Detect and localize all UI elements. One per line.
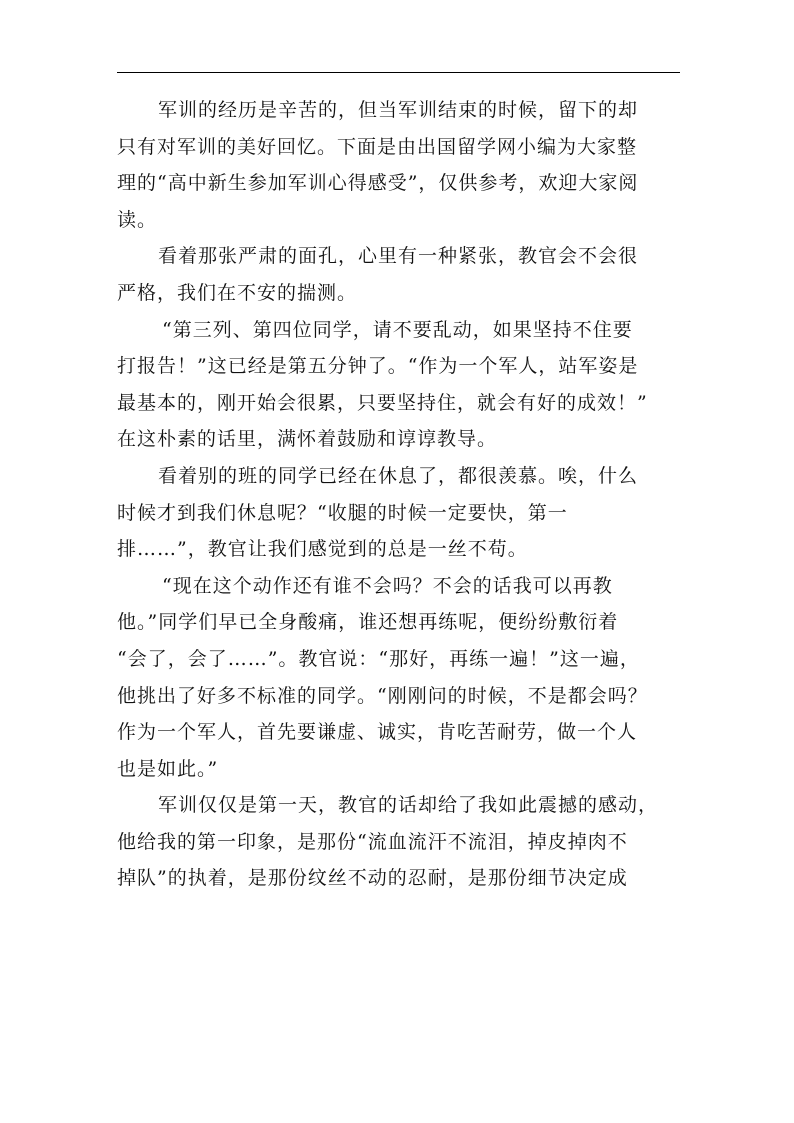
- text-line: 排……”，教官让我们感觉到的总是一丝不苟。: [117, 538, 528, 561]
- text-line: 时候才到我们休息呢？“收腿的时候一定要快，第一: [117, 501, 568, 524]
- text-line: 作为一个军人，首先要谦虚、诚实，肯吃苦耐劳，做一个人: [117, 721, 638, 744]
- text-line: 军训仅仅是第一天，教官的话却给了我如此震撼的感动，: [158, 794, 659, 817]
- text-line: 最基本的，刚开始会很累，只要坚持住，就会有好的成效！”: [117, 391, 648, 414]
- text-line: “第三列、第四位同学，请不要乱动，如果坚持不住要: [162, 318, 633, 341]
- text-line: 军训的经历是辛苦的，但当军训结束的时候，留下的却: [158, 99, 639, 121]
- paragraph: [117, 312, 680, 458]
- paragraph-intro: [117, 92, 680, 238]
- text-line: “会了，会了……”。教官说：“那好，再练一遍！”这一遍，: [117, 647, 640, 670]
- text-line: 看着那张严肃的面孔，心里有一种紧张，教官会不会很: [158, 245, 639, 268]
- header-rule: [117, 72, 680, 73]
- paragraph: [117, 787, 680, 897]
- text-line: 只有对军训的美好回忆。下面是由出国留学网小编为大家整: [117, 135, 638, 158]
- paragraph: [117, 568, 680, 788]
- text-line: 看着别的班的同学已经在休息了，都很羡慕。唉，什么: [158, 464, 639, 487]
- text-line: 理的“高中新生参加军训心得感受”，仅供参考，欢迎大家阅: [117, 172, 639, 195]
- text-line: “现在这个动作还有谁不会吗？不会的话我可以再教: [162, 574, 613, 597]
- text-line: 他挑出了好多不标准的同学。“刚刚问的时候，不是都会吗？: [117, 684, 648, 707]
- text-line: 他给我的第一印象，是那份“流血流汗不流泪，掉皮掉肉不: [117, 830, 628, 853]
- text-line: 他。”同学们早已全身酸痛，谁还想再练呢，便纷纷敷衍着: [117, 611, 619, 634]
- text-line: 严格，我们在不安的揣测。: [117, 281, 358, 304]
- text-line: 打报告！”这已经是第五分钟了。“作为一个军人，站军姿是: [117, 355, 639, 378]
- paragraph: [117, 458, 680, 568]
- text-line: 在这朴素的话里，满怀着鼓励和谆谆教导。: [117, 428, 498, 451]
- text-line: 读。: [117, 208, 158, 231]
- paragraph: [117, 238, 680, 311]
- text-line: 掉队”的执着，是那份纹丝不动的忍耐，是那份细节决定成: [117, 867, 628, 890]
- text-line: 也是如此。”: [117, 757, 219, 780]
- article-body: [117, 92, 680, 897]
